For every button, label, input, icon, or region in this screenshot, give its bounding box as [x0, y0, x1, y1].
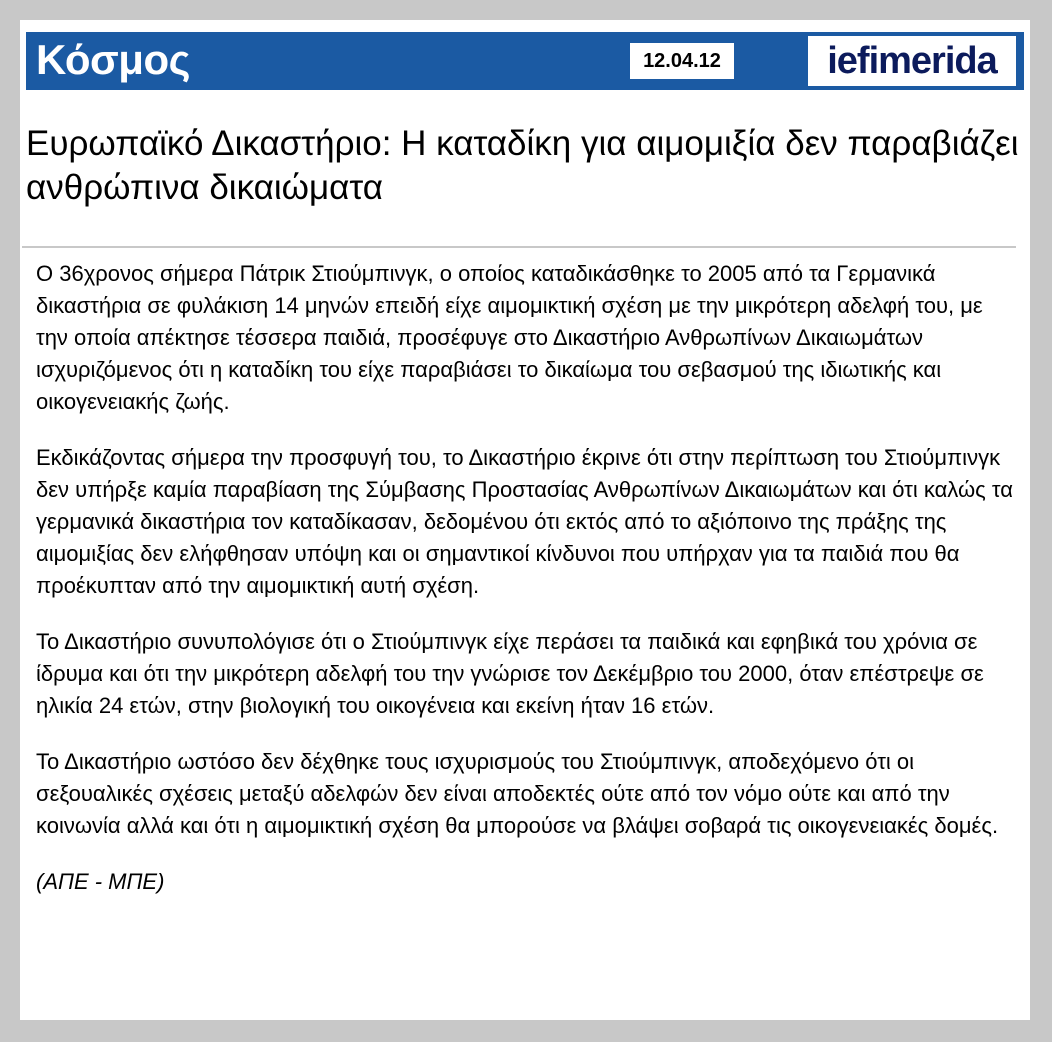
article-paragraph: Το Δικαστήριο συνυπολόγισε ότι ο Στιούμπινγκ είχε περάσει τα παιδικά και εφηβικά του χρόνια σε ίδρυμα και ότι την μικρότερη αδελφή του την γνώρισε τον Δεκέμβριο του 2000, όταν επέστρεψε σε ηλικία 24 ετών, στην βιολογική του οικογένεια και εκείνη ήταν 16 ετών.: [36, 629, 984, 718]
headline-divider: [22, 246, 1016, 248]
article-clipping: [20, 20, 1030, 1020]
header-bar: [26, 32, 1024, 90]
date-label: 12.04.12: [630, 43, 734, 79]
article-paragraph: Ο 36χρονος σήμερα Πάτρικ Στιούμπινγκ, ο οποίος καταδικάσθηκε το 2005 από τα Γερμανικά δικαστήρια σε φυλάκιση 14 μηνών επειδή είχε αιμομικτική σχέση με την μικρότερη αδελφή του, με την οποία απέκτησε τέσσερα παιδιά, προσέφυγε στο Δικαστήριο Ανθρωπίνων Δικαιωμάτων ισχυριζόμενος ότι η καταδίκη του είχε παραβιάσει το δικαίωμα του σεβασμού της ιδιωτικής και οικογενειακής ζωής.: [36, 261, 983, 414]
article-headline: Ευρωπαϊκό Δικαστήριο: Η καταδίκη για αιμομιξία δεν παραβιάζει ανθρώπινα δικαιώματα: [26, 124, 1019, 207]
site-logo: iefimerida: [808, 36, 1016, 86]
article-source: (ΑΠΕ - ΜΠΕ): [36, 869, 165, 894]
section-title: Κόσμος: [36, 36, 190, 83]
article-paragraph: Εκδικάζοντας σήμερα την προσφυγή του, το Δικαστήριο έκρινε ότι στην περίπτωση του Στιούμπινγκ δεν υπήρξε καμία παραβίαση της Σύμβασης Προστασίας Ανθρωπίνων Δικαιωμάτων και ότι καλώς τα γερμανικά δικαστήρια τον καταδίκασαν, δεδομένου ότι εκτός από το αξιόποινο της πράξης της αιμομιξίας δεν ελήφθησαν υπόψη και οι σημαντικοί κίνδυνοι που υπήρχαν για τα παιδιά που θα προέκυπταν από την αιμομικτική αυτή σχέση.: [36, 445, 1013, 598]
article-paragraph: Το Δικαστήριο ωστόσο δεν δέχθηκε τους ισχυρισμούς του Στιούμπινγκ, αποδεχόμενο ότι οι σεξουαλικές σχέσεις μεταξύ αδελφών δεν είναι αποδεκτές ούτε από τον νόμο ούτε και από την κοινωνία αλλά και ότι η αιμομικτική σχέση θα μπορούσε να βλάψει σοβαρά τις οικογενειακές δομές.: [36, 749, 999, 838]
article-body: [36, 258, 1014, 898]
